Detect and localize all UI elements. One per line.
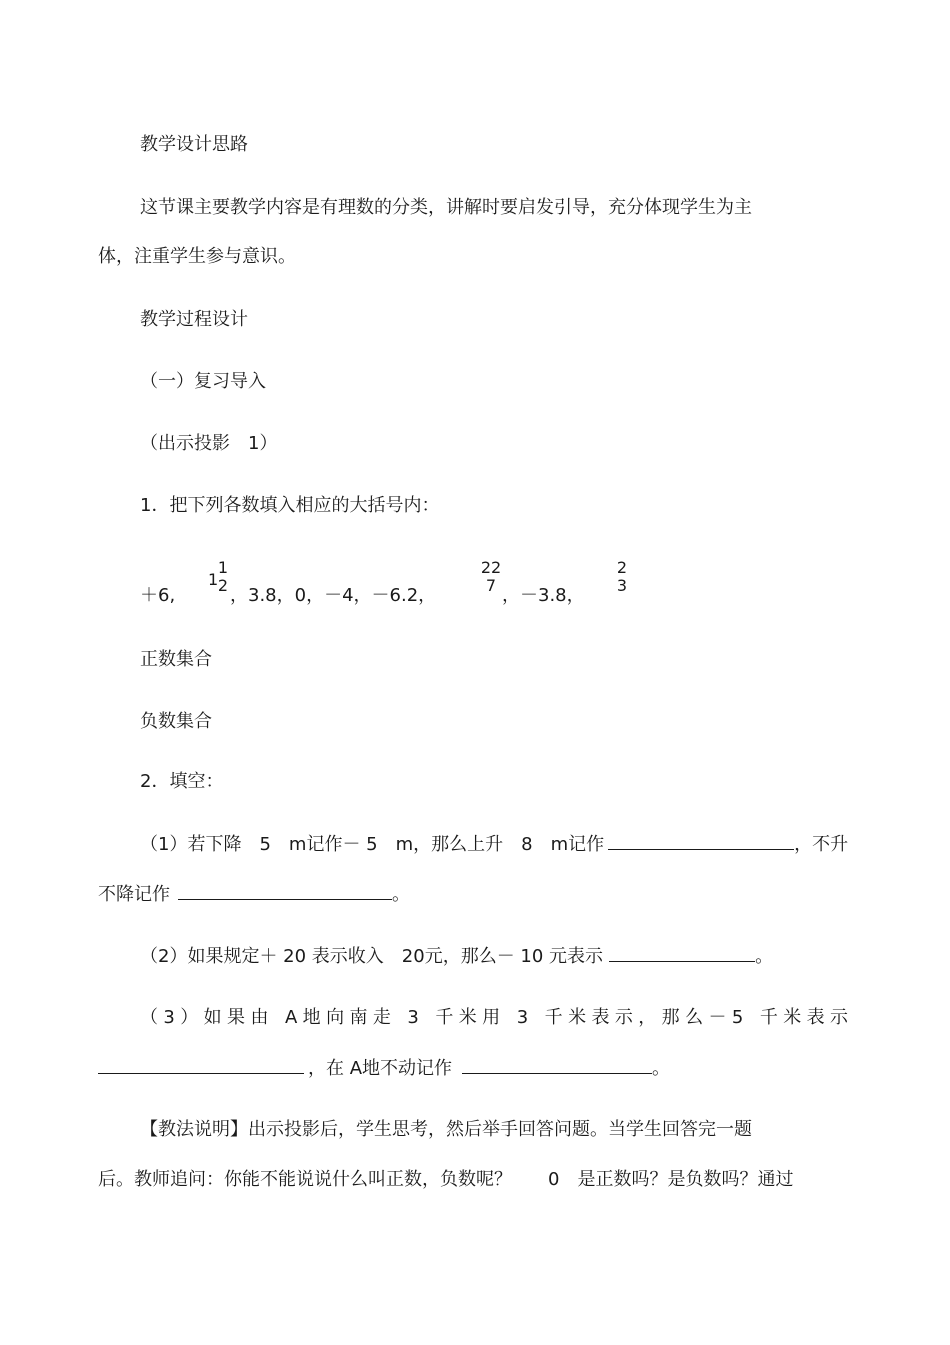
answer-blank[interactable] bbox=[608, 833, 794, 850]
design-text-line1: 这节课主要教学内容是有理数的分类，讲解时要启发引导，充分体现学生为主 bbox=[140, 197, 752, 218]
fraction-numerator: 22 bbox=[480, 558, 502, 577]
fraction-denominator: 3 bbox=[616, 576, 628, 595]
question-2-3-line2 bbox=[98, 1057, 670, 1080]
method-note-line2: 后。教师追问：你能不能说说什么叫正数，负数呢？ 0 是正数吗？是负数吗？通过 bbox=[98, 1169, 794, 1190]
question-2-3-line1: （3）如果由 A地向南走 3 千米用 3 千米表示，那么－5 千米表示 bbox=[140, 1007, 854, 1028]
question-2-title: 2．填空： bbox=[140, 771, 224, 792]
section-review-intro: （一）复习导入 bbox=[140, 371, 266, 392]
question-2-3-end: 。 bbox=[652, 1058, 671, 1079]
answer-blank[interactable] bbox=[98, 1057, 304, 1074]
negative-number-set: 负数集合 bbox=[140, 711, 212, 732]
answer-blank[interactable] bbox=[178, 883, 392, 900]
mixed-number-whole: 1 bbox=[208, 570, 219, 589]
answer-blank[interactable] bbox=[609, 945, 755, 962]
question-2-2-text: （2）如果规定＋ 20 表示收入 20元，那么－ 10 元表示 bbox=[140, 946, 604, 967]
design-text-line2: 体，注重学生参与意识。 bbox=[98, 246, 296, 267]
question-2-1-end: 。 bbox=[392, 884, 410, 905]
question-2-1-text-b: ，不升 bbox=[794, 834, 849, 855]
question-2-1-line1 bbox=[140, 833, 848, 856]
question-2-1-text-a: （1）若下降 5 m记作－ 5 m，那么上升 8 m记作 bbox=[140, 834, 605, 855]
method-note-line1: 【教法说明】出示投影后，学生思考，然后举手回答问题。当学生回答完一题 bbox=[140, 1119, 752, 1140]
question-2-2-end: 。 bbox=[755, 946, 774, 967]
question-1-title: 1．把下列各数填入相应的大括号内： bbox=[140, 495, 440, 516]
fraction-denominator: 2 bbox=[217, 576, 229, 595]
heading-design-idea: 教学设计思路 bbox=[140, 134, 248, 155]
question-2-1-text-c: 不降记作 bbox=[98, 884, 170, 905]
heading-process: 教学过程设计 bbox=[140, 309, 248, 330]
fraction-numerator: 1 bbox=[217, 558, 229, 577]
number-plus-six: ＋6, bbox=[140, 585, 176, 606]
fraction-numerator: 2 bbox=[616, 558, 628, 577]
positive-number-set: 正数集合 bbox=[140, 649, 212, 670]
answer-blank[interactable] bbox=[462, 1057, 652, 1074]
fraction-denominator: 7 bbox=[485, 576, 497, 595]
question-2-1-line2 bbox=[98, 883, 410, 906]
mixed-number-fraction bbox=[216, 559, 230, 595]
question-2-2-line bbox=[140, 945, 773, 968]
number-sequence-2: ，－3.8， bbox=[502, 585, 585, 606]
projection-note: （出示投影 1） bbox=[140, 433, 278, 454]
fraction-2-over-3 bbox=[614, 559, 630, 595]
question-2-3-text-b: ，在 A地不动记作 bbox=[308, 1058, 453, 1079]
number-sequence-1: ，3.8，0，－4，－6.2， bbox=[230, 585, 437, 606]
fraction-22-over-7 bbox=[478, 559, 504, 595]
